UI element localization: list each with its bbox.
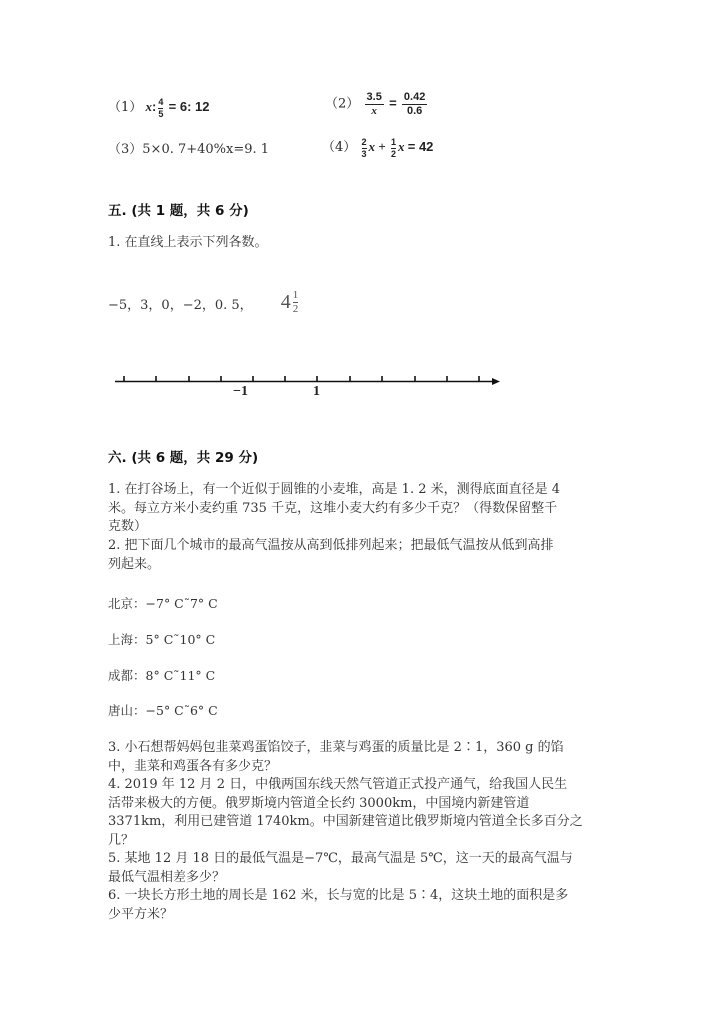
question-line: 6. 一块长方形土地的周长是 162 米，长与宽的比是 5∶4，这块土地的面积是多 <box>108 888 569 903</box>
question-line: 4. 2019 年 12 月 2 日，中俄两国东线天然气管道正式投产通气，给我国人民生 <box>108 777 568 792</box>
number-line <box>115 372 505 402</box>
question-line: 5. 某地 12 月 18 日的最低气温是−7℃，最高气温是 5℃，这一天的最高气温与 <box>108 851 573 866</box>
denominator: 2 <box>390 148 396 159</box>
equals-sign: = <box>389 95 397 111</box>
question-line: 活带来极大的方便。俄罗斯境内管道全长约 3000km，中国境内新建管道 <box>108 795 530 811</box>
temp-range: 8° C˜11° C <box>145 668 216 683</box>
temp-row-tangshan <box>108 701 218 719</box>
equation-text: 5×0. 7+40%x=9. 1 <box>142 142 270 157</box>
tick-label-minus-1: −1 <box>233 384 248 399</box>
section-5-title: 五. (共 1 题，共 6 分) <box>108 203 249 219</box>
question-line: 2. 把下面几个城市的最高气温按从高到低排列起来；把最低气温按从低到高排 <box>108 538 554 553</box>
question-line: 3371km，利用已建管道 1740km。中国新建管道比俄罗斯境内管道全长多百分之 <box>108 814 583 829</box>
section-5-question-1: 1. 在直线上表示下列各数。 <box>108 235 268 250</box>
equation-label: （2） <box>325 96 360 112</box>
mixed-whole: 4 <box>280 291 291 313</box>
equation-label: （3） <box>108 142 143 157</box>
section-6-question-6 <box>108 887 568 924</box>
section-6-question-4 <box>108 776 583 850</box>
denominator: 3 <box>361 148 367 159</box>
question-line: 1. 在打谷场上，有一个近似于圆锥的小麦堆，高是 1. 2 米，测得底面直径是 4 <box>108 482 561 497</box>
colon: : <box>152 99 157 114</box>
fraction <box>158 98 163 119</box>
equation-label: （1） <box>108 100 143 115</box>
numerator: 2 <box>361 136 367 147</box>
variable-term: x + <box>368 139 386 154</box>
number-line-axis <box>115 372 505 402</box>
question-line: 几？ <box>108 832 135 848</box>
temp-range: −7° C˜7° C <box>145 596 218 611</box>
section-6-title: 六. (共 6 题，共 29 分) <box>108 450 259 466</box>
section-6-question-5 <box>108 850 573 887</box>
city-name: 唐山： <box>108 703 146 718</box>
arrow-icon <box>492 378 500 385</box>
number-list: −5，3，0，−2，0. 5， <box>108 298 253 313</box>
temp-row-chengdu <box>108 666 215 684</box>
fraction <box>365 92 384 117</box>
city-name: 成都： <box>108 668 146 683</box>
equation-rhs: = 6: 12 <box>168 99 210 114</box>
denominator: 0.6 <box>406 105 423 117</box>
denominator: 5 <box>158 108 164 119</box>
question-line: 列起来。 <box>108 556 161 572</box>
equation-3 <box>108 138 269 157</box>
section-6-question-1 <box>108 481 560 537</box>
section-6-question-3 <box>108 739 564 776</box>
denominator: 2 <box>292 303 299 315</box>
tick-label-1: 1 <box>313 384 320 399</box>
fraction <box>402 92 427 117</box>
numerator: 0.42 <box>403 91 426 103</box>
numerator: 1 <box>292 289 299 301</box>
fraction <box>293 290 299 315</box>
numbers-to-plot <box>108 289 300 315</box>
temp-row-shanghai <box>108 630 215 648</box>
temp-range: −5° C˜6° C <box>145 703 218 718</box>
fraction <box>362 138 367 159</box>
city-name: 北京： <box>108 596 146 611</box>
fraction <box>391 138 396 159</box>
variable-x: x <box>145 99 153 114</box>
question-line: 中，韭菜和鸡蛋各有多少克？ <box>108 758 278 774</box>
equation-label: （4） <box>322 140 357 155</box>
variable-x: x <box>397 139 405 154</box>
temp-range: 5° C˜10° C <box>145 632 216 647</box>
temp-row-beijing <box>108 594 218 612</box>
equation-rhs: = 42 <box>407 139 434 154</box>
question-line: 最低气温相差多少？ <box>108 869 226 885</box>
equation-4 <box>322 136 433 159</box>
question-line: 少平方米？ <box>108 906 174 922</box>
city-name: 上海： <box>108 632 146 647</box>
numerator: 3.5 <box>366 91 382 103</box>
question-line: 克数） <box>108 519 148 534</box>
section-6-question-2 <box>108 537 554 574</box>
numerator: 4 <box>158 96 164 107</box>
equation-1 <box>108 96 209 119</box>
mixed-number <box>281 290 301 315</box>
question-line: 3. 小石想帮妈妈包韭菜鸡蛋馅饺子，韭菜与鸡蛋的质量比是 2∶1，360 g 的馅 <box>108 740 564 755</box>
equation-2 <box>325 92 429 117</box>
question-line: 米。每立方米小麦约重 735 千克，这堆小麦大约有多少千克？（得数保留整千 <box>108 500 558 516</box>
denominator: x <box>371 105 377 117</box>
numerator: 1 <box>390 136 396 147</box>
